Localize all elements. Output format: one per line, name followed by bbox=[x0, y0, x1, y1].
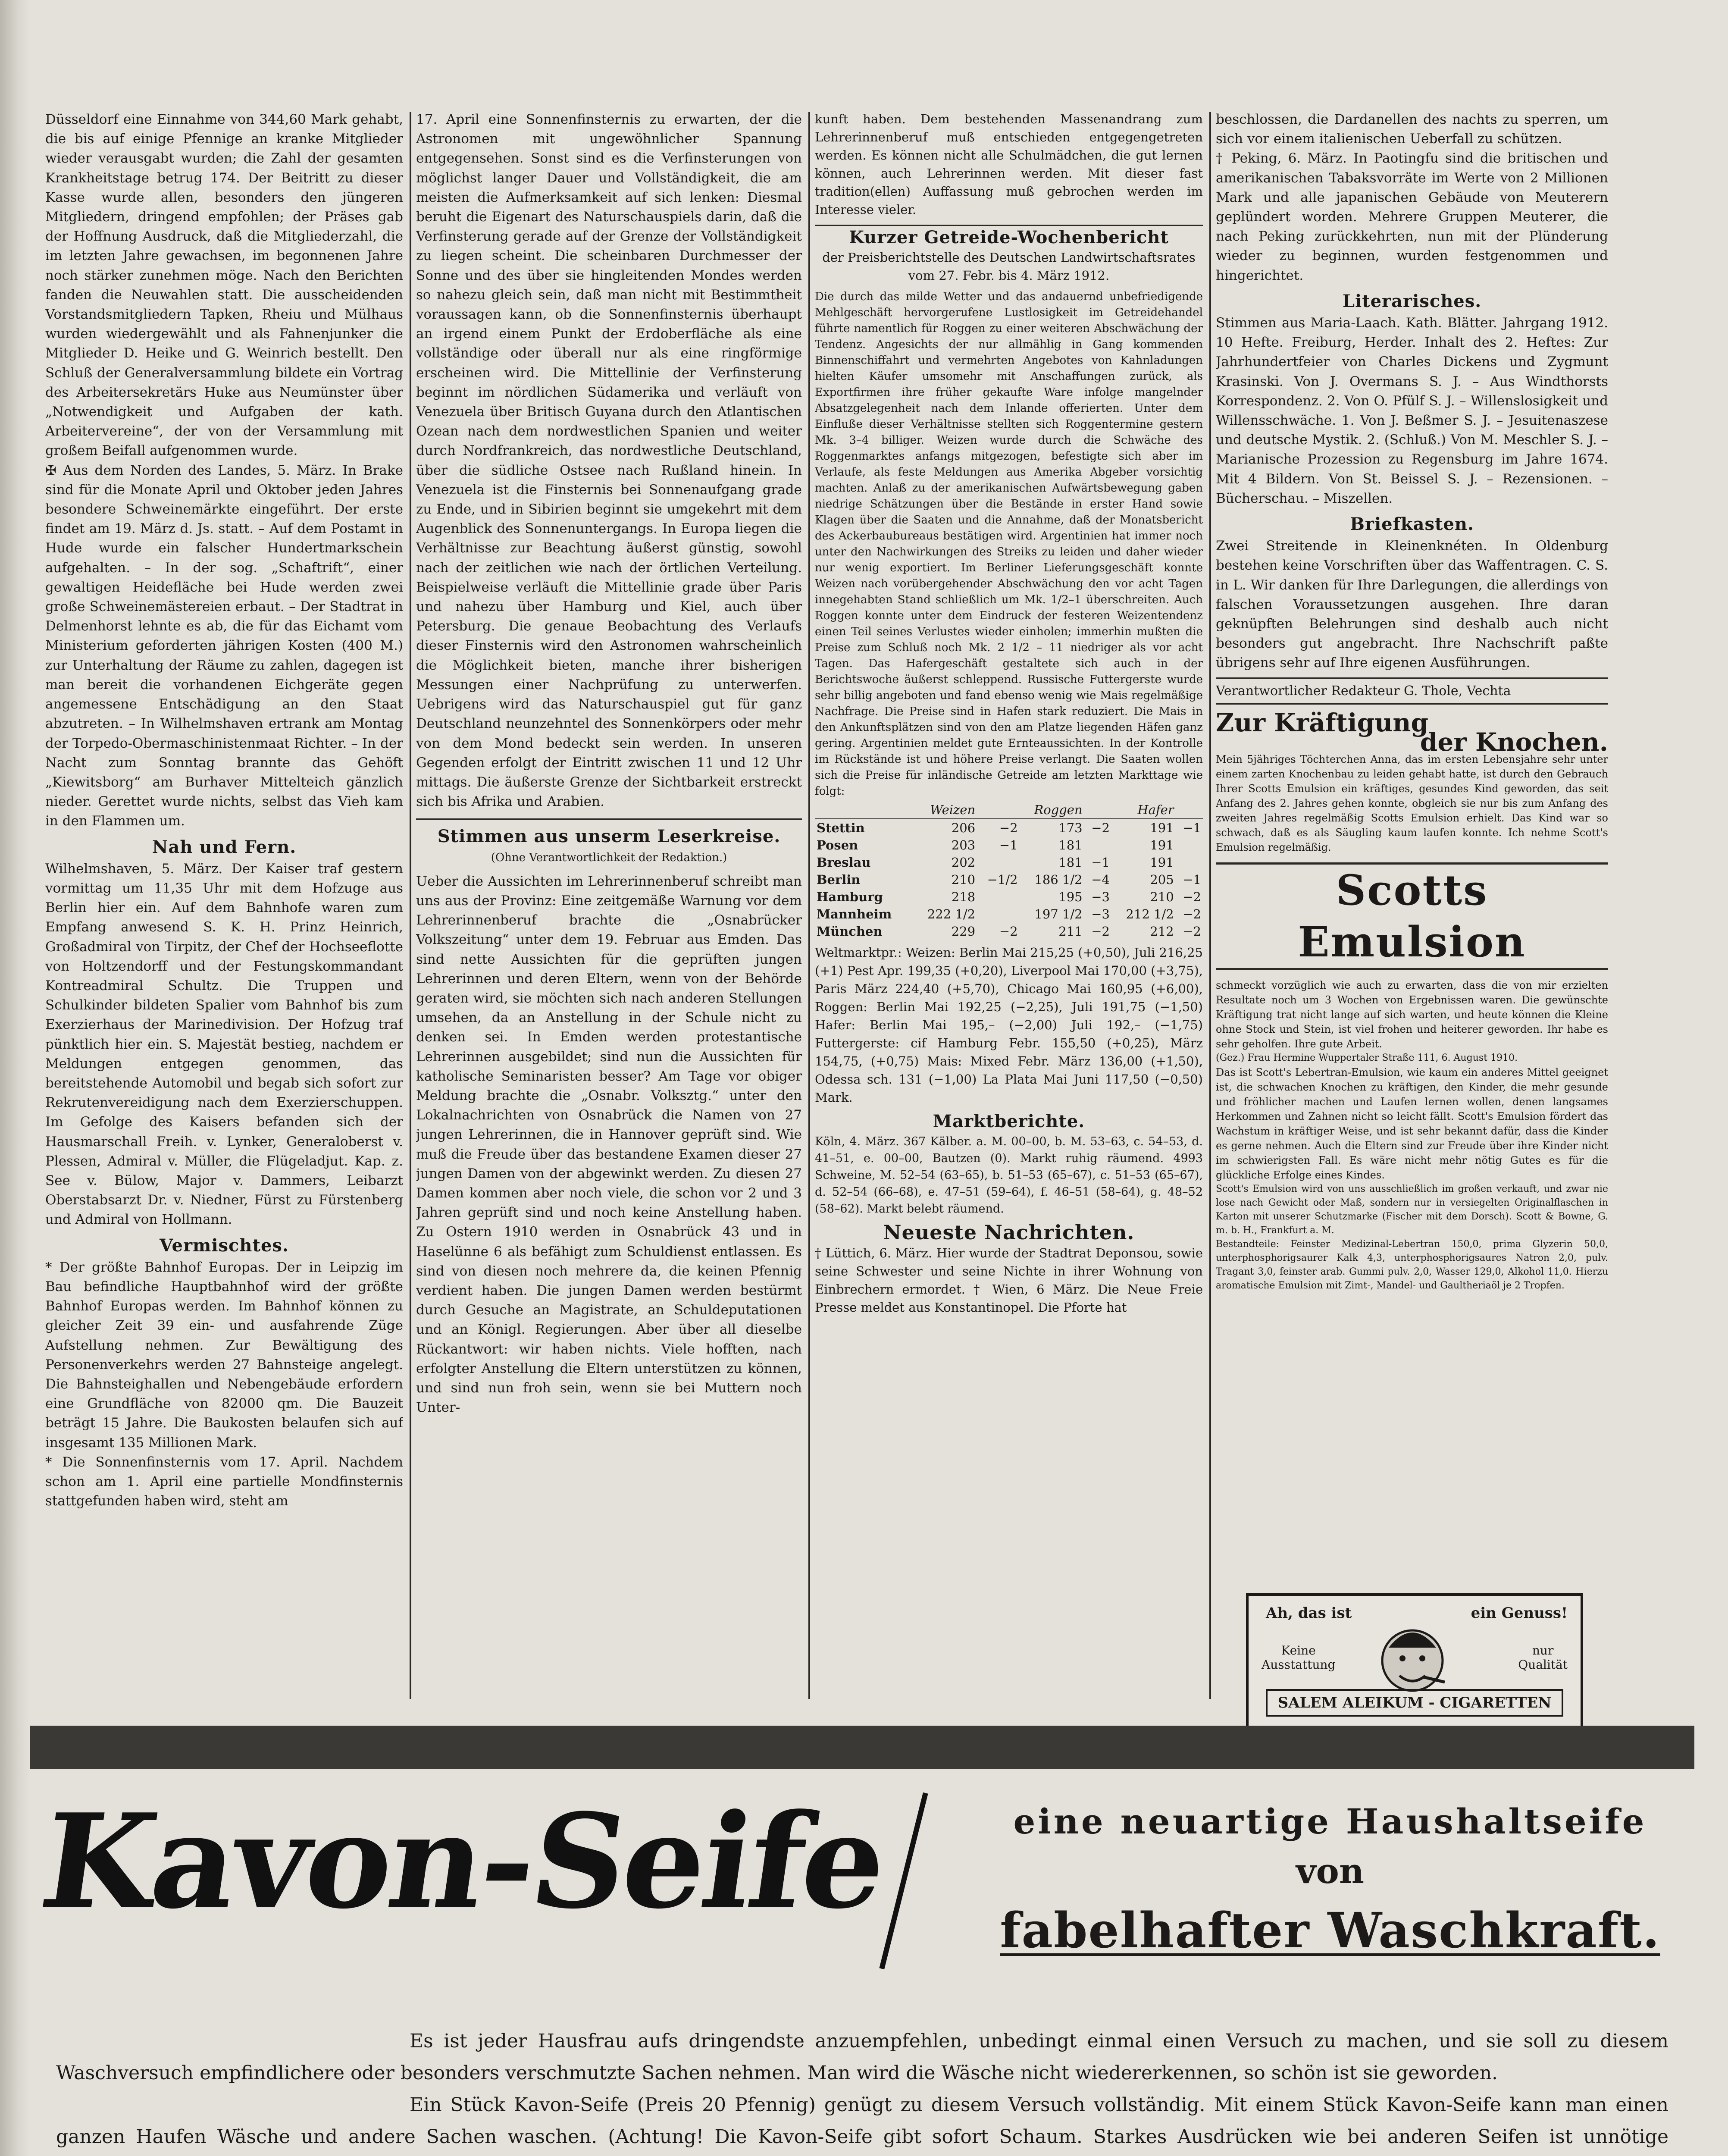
section-heading: Kurzer Getreide-Wochenbericht bbox=[815, 225, 1203, 247]
table-cell: 173 bbox=[1058, 821, 1083, 835]
table-cell: 181 bbox=[1058, 838, 1083, 852]
table-cell: 195 bbox=[1058, 890, 1083, 904]
table-row bbox=[815, 854, 1203, 871]
table-cell bbox=[977, 906, 1020, 923]
salem-brand-bar: SALEM ALEIKUM - CIGARETTEN bbox=[1266, 1689, 1563, 1717]
smoker-face-icon bbox=[1376, 1622, 1449, 1695]
section-subheading: der Preisberichtstelle des Deutschen Landwirtschaftsrates vom 27. Febr. bis 4. März 1912. bbox=[822, 250, 1196, 283]
article-text: Köln, 4. März. 367 Kälber. a. M. 00–00, b. M. 53–63, c. 54–53, d. 41–51, e. 00–00, Bautzen (0). Markt ruhig räumend. 4993 Schweine, M. 52–54 (63–65), b. 51–53 (65–67), c. 51–53 (65–67), d. 52–54 (66–68), e. 47–51 (59–64), f. 46–51 (58–64), g. 48–52 (58–62). Markt belebt räumend. bbox=[815, 1135, 1203, 1216]
table-cell: 229 bbox=[951, 924, 976, 939]
table-cell: −2 bbox=[1091, 821, 1110, 835]
ad-brand: Kavon-Seife bbox=[32, 1785, 894, 1937]
table-cell: −2 bbox=[1183, 907, 1201, 921]
ad-text: schmeckt vorzüglich wie auch zu erwarten, dass die von mir erzielten Resultate noch um 3 Wochen von Ergebnissen waren. Die gewünschte Kräftigung trat nicht lange auf sich warten, und heute können die Kleine ohne Stock und Stein, ist viel frohen und heiterer geworden. Ihr habe es sehr geholfen. Ihre gute Arbeit. bbox=[1216, 979, 1608, 1050]
table-header: Roggen bbox=[1020, 801, 1084, 819]
table-cell: −1 bbox=[1183, 872, 1201, 887]
scott-heading-2: der Knochen. bbox=[1420, 727, 1608, 757]
section-heading: Briefkasten. bbox=[1350, 514, 1474, 535]
article-text: Ueber die Aussichten im Lehrerinnenberuf schreibt man uns aus der Provinz: Eine zeitgemäße Warnung vor dem Lehrerinnenberuf brachte die „Osnabrücker Volkszeitung“ unter dem 19. Februar aus Emden. Das sind nette Aussichten für die geprüften jungen Lehrerinnen und deren Eltern, wenn von der Behörde geraten wird, sie möchten sich nach anderen Stellungen umsehen, da an Anstellung in der Schule nicht zu denken sei. In Emden werden protestantische Lehrerinnen ausgebildet; sind nun die Aussichten für katholische Seminaristen besser? Am Tage vor obiger Meldung brachte die „Osnabr. Volksztg.“ unter den Lokalnachrichten von Osnabrück die Namen von 27 jungen Lehrerinnen, die in Hannover geprüft sind. Wie muß die Freude über das bestandene Examen dieser 27 jungen Damen von der abgewinkt werden. Zu diesen 27 Damen kommen aber noch viele, die schon vor 2 und 3 Jahren geprüft sind und noch keine Anstellung haben. Zu Ostern 1910 werden in Osnabrück 43 und in Haselünne 6 als befähigt zum Schuldienst entlassen. Es sind von diesen noch mehrere da, die keinen Pfennig verdient haben. Die jungen Damen werden bestürmt durch Gesuche an Magistrate, an Schuldeputationen und an Königl. Regierungen. Aber über all dieselbe Rückantwort: wir haben nichts. Viele hofften, nach erfolgter Anstellung die Eltern unterstützen zu können, und sind nun froh sein, wenn sie bei Muttern noch Unter- bbox=[416, 873, 802, 1416]
table-cell: Hamburg bbox=[817, 890, 883, 904]
table-cell: 191 bbox=[1150, 855, 1174, 870]
table-cell: −2 bbox=[1183, 924, 1201, 939]
table-cell: −1 bbox=[1183, 821, 1201, 835]
article-text: ✠ Aus dem Norden des Landes, 5. März. In Brake sind für die Monate April und Oktober jeden Jahres besondere Schweinemärkte eingeführt. Der erste findet am 19. März d. Js. statt. – Auf dem Postamt in Hude wurde ein falscher Hundertmarkschein aufgehalten. – In der sog. „Schaftrift“, einer gewaltigen Heidefläche bei Hude werden zwei große Schweinemästereien erbaut. – Der Stadtrat in Delmenhorst lehnte es ab, die für das Eichamt vom Ministerium geforderten jährigen Kosten (400 M.) zur Unterhaltung der Räume zu zahlen, dagegen ist man bereit die vorhandenen Eichgeräte gegen angemessene Entschädigung an den Staat abzutreten. – In Wilhelmshaven ertrank am Montag der Torpedo-Obermaschinistenmaat Richter. – In der Nacht zum Sonntag brannte das Gehöft „Kiewitsborg“ am Burhaver Mittelteich gänzlich nieder. Gerettet wurde nichts, selbst das Vieh kam in den Flammen um. bbox=[45, 462, 403, 829]
table-cell bbox=[1084, 837, 1111, 854]
section-heading: Nah und Fern. bbox=[152, 837, 297, 857]
table-cell: −1 bbox=[1091, 855, 1110, 870]
table-cell: 222 1/2 bbox=[927, 907, 976, 921]
salem-right-1: nur bbox=[1532, 1643, 1554, 1658]
kavon-seife-ad bbox=[30, 1726, 1694, 2156]
article-text: † Lüttich, 6. März. Hier wurde der Stadtrat Deponsou, sowie seine Schwester und seine Nichte in ihrer Wohnung von Einbrechern ermordet. † Wien, 6 März. Die Neue Freie Presse meldet aus Konstantinopel. Die Pforte hat bbox=[815, 1246, 1203, 1315]
ad-paragraph: Ein Stück Kavon-Seife (Preis 20 Pfennig) genügt zu diesem Versuch vollständig. Mit einem Stück Kavon-Seife kann man einen ganzen Haufen Wäsche und andere Sachen waschen. (Achtung! Die Kavon-Seife gibt sofort Schaum. Starkes Ausdrücken wie bei anderen Seifen ist unnötige bbox=[56, 2094, 1669, 2148]
table-cell: Posen bbox=[817, 838, 858, 852]
table-cell: Mannheim bbox=[817, 907, 892, 921]
section-heading: Literarisches. bbox=[1342, 291, 1482, 311]
section-heading: Marktberichte. bbox=[933, 1111, 1085, 1131]
table-cell: Breslau bbox=[817, 855, 871, 870]
table-row bbox=[815, 888, 1203, 906]
section-subheading: (Ohne Verantwortlichkeit der Redaktion.) bbox=[491, 851, 727, 864]
ad-text: Mein 5jähriges Töchterchen Anna, das im ersten Lebensjahre sehr unter einem zarten Knochenbau zu leiden gehabt hatte, ist durch den Gebrauch Ihrer Scotts Emulsion ein kräftiges, gesundes Kind geworden, das seit Anfang des 2. Jahres gehen konnte, obgleich sie nur bis zum Anfang des zweiten Jahres regelmäßig Scotts Emulsion erhielt. Das Kind war so schwach, daß es als Säugling kaum laufen konnte. Ich nehme Scott's Emulsion regelmäßig. bbox=[1216, 753, 1608, 854]
article-text: Zwei Streitende in Kleinenknéten. In Oldenburg bestehen keine Vorschriften über das Waffentragen. C. S. in L. Wir danken für Ihre Darlegungen, die allerdings von falschen Voraussetzungen ausgehen. Ihre daran geknüpften Belehrungen sind deshalb auch nicht besonders gut angebracht. Ihre Nachschrift paßte übrigens sehr auf Ihre eigenen Ausführungen. bbox=[1216, 538, 1608, 671]
salem-left-2: Ausstattung bbox=[1262, 1658, 1336, 1672]
salem-top-left: Ah, das ist bbox=[1266, 1604, 1352, 1622]
salem-right-2: Qualität bbox=[1518, 1658, 1568, 1672]
column-3 bbox=[815, 110, 1203, 1705]
table-header: Weizen bbox=[913, 801, 977, 819]
article-text: Düsseldorf eine Einnahme von 344,60 Mark gehabt, die bis auf einige Pfennige an kranke Mitglieder wieder verausgabt wurden; die Zahl der gesamten Krankheitstage betrug 174. Der Beitritt zu dieser Kasse wurde allen, besonders den jüngeren Mitgliedern, dringend empfohlen; der Präses gab der Hoffnung Ausdruck, daß die Mitgliederzahl, die im letzten Jahre gewachsen, im begonnenen Jahre noch stärker zunehmen möge. Nach den Berichten fanden die Neuwahlen statt. Die ausscheidenden Vorstandsmitgliedern Tapken, Rheiu und Mülhaus wurden wiedergewählt und als Fahnenjunker die Mitglieder D. Heike und G. Weinrich bestellt. Den Schluß der Generalversammlung bildete ein Vortrag des Arbeitersekretärs Huke aus Neumünster über „Notwendigkeit und Aufgaben der kath. Arbeitervereine“, der von der Versammlung mit großem Beifall aufgenommen wurde. bbox=[45, 112, 403, 459]
table-row bbox=[815, 819, 1203, 837]
table-cell: −2 bbox=[999, 821, 1018, 835]
table-header bbox=[815, 801, 913, 819]
editor-line: Verantwortlicher Redakteur G. Thole, Vechta bbox=[1216, 677, 1608, 705]
table-cell bbox=[1176, 837, 1203, 854]
salem-right bbox=[1518, 1643, 1568, 1672]
price-table bbox=[815, 801, 1203, 940]
salem-left bbox=[1262, 1643, 1335, 1672]
ad-body bbox=[56, 2025, 1669, 2156]
table-cell: 210 bbox=[951, 872, 976, 887]
table-cell: −2 bbox=[1091, 924, 1110, 939]
ad-tagline-2: von bbox=[1296, 1851, 1364, 1891]
table-cell: −1/2 bbox=[987, 872, 1018, 887]
article-text: † Peking, 6. März. In Paotingfu sind die britischen und amerikanischen Tabaksvorräte im Werte von 2 Millionen Mark und alle japanischen Gebäude von Meuterern geplündert worden. Mehrere Gruppen Meuterer, die nach Peking zurückkehrten, nun mit der Plünderung wieder zu beginnen, wurden festgenommen und hingerichtet. bbox=[1216, 150, 1608, 283]
table-cell: 211 bbox=[1058, 924, 1083, 939]
scott-brand: Scotts Emulsion bbox=[1216, 862, 1608, 970]
salem-ad bbox=[1246, 1593, 1583, 1745]
table-cell: 212 bbox=[1150, 924, 1174, 939]
table-cell: 203 bbox=[951, 838, 976, 852]
table-cell: −1 bbox=[999, 838, 1018, 852]
column-rule bbox=[1209, 112, 1211, 1699]
table-cell: −3 bbox=[1091, 907, 1110, 921]
section-heading: Neueste Nachrichten. bbox=[883, 1221, 1135, 1244]
ad-text: Bestandteile: Feinster Medizinal-Lebertran 150,0, prima Glyzerin 50,0, unterphosphorigsaurer Kalk 4,3, unterphosphorigsaures Natron 2,0, pulv. Tragant 3,0, feinster arab. Gummi pulv. 2,0, Wasser 129,0, Alkohol 11,0. Hierzu aromatische Emulsion mit Zimt-, Mandel- und Gaultheriaöl je 2 Tropfen. bbox=[1216, 1239, 1608, 1291]
section-heading: Vermischtes. bbox=[160, 1235, 289, 1256]
table-row bbox=[815, 837, 1203, 854]
column-1 bbox=[45, 110, 403, 1705]
divider bbox=[416, 818, 802, 820]
article-text: 17. April eine Sonnenfinsternis zu erwarten, der die Astronomen mit ungewöhnlicher Spannung entgegensehen. Sonst sind es die Verfinsterungen von möglichst langer Dauer und Vollständigkeit, die am meisten die Aufmerksamkeit auf sich lenken: Diesmal beruht die Eigenart des Naturschauspiels darin, daß die Verfinsterung gerade auf der Grenze der Vollständigkeit zu liegen scheint. Die scheinbaren Durchmesser der Sonne und des über sie hingleitenden Mondes werden so nahezu gleich sein, daß man nicht mit Bestimmtheit voraussagen kann, ob die Sonnenfinsternis überhaupt an irgend einem Punkt der Erdoberfläche als eine vollständige oder überall nur als eine ringförmige erscheinen wird. Die Mittellinie der Verfinsterung beginnt im nördlichen Südamerika und verläuft von Venezuela über Britisch Guyana durch den Atlantischen Ozean nach dem nordwestlichen Spanien und weiter durch Nordfrankreich, das nordwestliche Deutschland, über die südliche Ostsee nach Rußland hinein. In Venezuela ist die Finsternis bei Sonnenaufgang grade zu Ende, und in Sibirien beginnt sie umgekehrt mit dem Augenblick des Sonnenuntergangs. In Europa liegen die Verhältnisse zur Beachtung äußerst günstig, sowohl nach der zeitlichen wie nach der örtlichen Verteilung. Beispielweise verläuft die Mittellinie grade über Paris und nahezu über Hamburg und Kiel, auch über Petersburg. Die genaue Beobachtung des Verlaufs dieser Finsternis wird den Astronomen wahrscheinlich die Möglichkeit bieten, manche ihrer bisherigen Messungen einer Nachprüfung zu unterwerfen. Uebrigens wird das Naturschauspiel gut für ganz Deutschland neunzehntel des Sonnenkörpers oder mehr von dem Mond bedeckt sein werden. In unseren Gegenden erfolgt der Eintritt zwischen 11 und 12 Uhr mittags. Die äußerste Grenze der Sichtbarkeit erstreckt sich bis Afrika und Arabien. bbox=[416, 112, 802, 810]
table-cell: 218 bbox=[951, 890, 976, 904]
table-cell: Berlin bbox=[817, 872, 861, 887]
column-rule bbox=[410, 112, 411, 1699]
table-header bbox=[1176, 801, 1203, 819]
article-text: beschlossen, die Dardanellen des nachts zu sperren, um sich vor einem italienischen Ueberfall zu schützen. bbox=[1216, 112, 1608, 147]
section-heading: Stimmen aus unserm Leserkreise. bbox=[437, 826, 781, 847]
ad-band-top bbox=[30, 1726, 1694, 1769]
table-header: Hafer bbox=[1111, 801, 1176, 819]
table-cell: Stettin bbox=[817, 821, 865, 835]
table-row bbox=[815, 923, 1203, 940]
ad-text: (Gez.) Frau Hermine Wuppertaler Straße 111, 6. August 1910. bbox=[1216, 1053, 1518, 1064]
table-row bbox=[815, 871, 1203, 888]
table-cell: 206 bbox=[951, 821, 976, 835]
ad-paragraph: Es ist jeder Hausfrau aufs dringendste anzuempfehlen, unbedingt einmal einen Versuch zu machen, und sie soll zu diesem Waschversuch empfindlichere oder besonders verschmutzte Sachen nehmen. Man wird die Wäsche nicht wiedererkennen, so schön ist sie geworden. bbox=[56, 2030, 1669, 2084]
table-cell: München bbox=[817, 924, 883, 939]
table-cell: 191 bbox=[1150, 838, 1174, 852]
table-header bbox=[977, 801, 1020, 819]
scott-heading-1: Zur Kräftigung bbox=[1216, 708, 1429, 737]
column-rule bbox=[808, 112, 810, 1699]
article-text: Wilhelmshaven, 5. März. Der Kaiser traf gestern vormittag um 11,35 Uhr mit dem Hofzuge aus Berlin hier ein. Auf dem Bahnhofe waren zum Empfang anwesend S. K. H. Prinz Heinrich, Großadmiral von Tirpitz, der Chef der Hochseeflotte von Holtzendorff und der Festungskommandant Kontreadmiral Schultz. Die Truppen und Schulkinder bildeten Spalier vom Bahnhof bis zum Exerzierhaus der Marinedivision. Der Hofzug traf pünktlich hier ein. S. Majestät bestieg, nachdem er Meldungen entgegen genommen, das bereitstehende Automobil und begab sich sofort zur Rekrutenvereidigung nach dem Exerzierschuppen. Im Gefolge des Kaisers befanden sich der Hausmarschall Freih. v. Lynker, Generaloberst v. Plessen, Admiral v. Müller, die Flügeladjut. Kap. z. See v. Bülow, Major v. Dammers, Leibarzt Oberstabsarzt Dr. v. Niedner, Fürst zu Fürstenberg und Admiral von Hollmann. bbox=[45, 861, 403, 1228]
table-cell: 186 1/2 bbox=[1034, 872, 1083, 887]
table-cell bbox=[977, 854, 1020, 871]
table-cell: −3 bbox=[1091, 890, 1110, 904]
table-header bbox=[1084, 801, 1111, 819]
salem-top-right: ein Genuss! bbox=[1471, 1604, 1568, 1622]
table-cell: 181 bbox=[1058, 855, 1083, 870]
table-cell: 210 bbox=[1150, 890, 1174, 904]
article-text: Stimmen aus Maria-Laach. Kath. Blätter. Jahrgang 1912. 10 Hefte. Freiburg, Herder. Inhalt des 2. Heftes: Zur Jahrhundertfeier von Charles Dickens und Zygmunt Krasinski. Von J. Overmans S. J. – Aus Windthorsts Korrespondenz. 2. Von O. Pfülf S. J. – Willenslosigkeit und Willensschwäche. 1. Von J. Beßmer S. J. – Jesuitenaszese und deutsche Mystik. 2. (Schluß.) Von M. Meschler S. J. – Marianische Prozession zu Regensburg im Jahre 1674. Mit 4 Bildern. Von St. Beissel S. J. – Rezensionen. – Bücherschau. – Miszellen. bbox=[1216, 315, 1608, 506]
column-4 bbox=[1216, 110, 1608, 1589]
ad-tagline-3: fabelhafter Waschkraft. bbox=[1000, 1902, 1660, 1959]
table-cell: 212 1/2 bbox=[1126, 907, 1174, 921]
table-row bbox=[815, 906, 1203, 923]
page-edge bbox=[0, 0, 30, 2156]
article-text: kunft haben. Dem bestehenden Massenandrang zum Lehrerinnenberuf muß entschieden entgegengetreten werden. Es können nicht alle Schulmädchen, die gut lernen können, auch Lehrerinnen werden. Mit dieser fast tradition(ellen) Auffassung muß gebrochen werden im Interesse vieler. bbox=[815, 112, 1203, 217]
table-cell: 205 bbox=[1150, 872, 1174, 887]
table-cell bbox=[1176, 854, 1203, 871]
table-cell: −2 bbox=[1183, 890, 1201, 904]
table-cell bbox=[977, 888, 1020, 906]
article-text: Die durch das milde Wetter und das andauernd unbefriedigende Mehlgeschäft hervorgerufene Lustlosigkeit im Getreidehandel führte namentlich für Roggen zu einer weiteren Abschwächung der Tendenz. Angesichts der nur allmählig in Gang kommenden Binnenschiffahrt und vermehrten Angebotes von Kahnladungen hielten Käufer umsomehr mit Anschaffungen zurück, als Exportfirmen ihre früher gekaufte Ware infolge mangelnder Absatzgelegenheit nach dem Inlande offerierten. Unter dem Einfluße dieser Verhältnisse stellten sich Roggentermine gestern Mk. 3–4 billiger. Weizen wurde durch die Schwäche des Roggenmarktes anfangs mitgezogen, befestigte sich aber im Verlaufe, als feste Meldungen aus Amerika Abgeber vorsichtig machten. Anlaß zu der amerikanischen Aufwärtsbewegung gaben niedrige Schätzungen über die Bestände in erster Hand sowie Klagen über die Saaten und die Annahme, daß der Monatsbericht des Ackerbaubureaus bestätigen wird. Argentinien hat immer noch unter den Nachwirkungen des Streiks zu leiden und daher wieder nur wenig exportiert. Im Berliner Lieferungsgeschäft konnte Weizen nach vorübergehender Abschwächung den vor acht Tagen innegehabten Stand schließlich um Mk. 1/2–1 überschreiten. Auch Roggen konnte unter dem Eindruck der festeren Weizentendenz einen Teil seines Verlustes wieder einholen; immerhin mußten die Preise zum Schluß noch Mk. 2 1/2 – 11 niedriger als vor acht Tagen. Das Hafergeschäft gestaltete sich auch in der Berichtswoche äußerst schleppend. Russische Futtergerste wurde sehr billig angeboten und fand ebenso wenig wie Mais regelmäßige Nachfrage. Die Preise sind in Hafen stark reduziert. Die Mais in den Ankunftsplätzen sind von den am Platze liegenden Häfen ganz gering. Argentinien meldet gute Ernteaussichten. In der Kontrolle im Rückstände ist und höhere Preise verlangt. Die Saaten wollen sich die Preise für inländische Getreide am letzten Markttage wie folgt: bbox=[815, 290, 1203, 798]
salem-left-1: Keine bbox=[1281, 1643, 1316, 1658]
ad-text: Das ist Scott's Lebertran-Emulsion, wie kaum ein anderes Mittel geeignet ist, die schwachen Knochen zu kräftigen, den Kinder, die mehr gesunde und fröhlicher machen und Laufen lernen wollen, denen langsames Herkommen und Zahnen nicht so leicht fällt. Scott's Emulsion fördert das Wachstum in kräftiger Weise, und ist sehr bekannt dafür, dass die Kinder es gerne nehmen. Auch die Eltern sind zur Freude über ihre Kinder nicht im schwierigsten Fall. Es wäre nicht mehr nötig Gutes es für die glückliche Erfolge eines Kindes. bbox=[1216, 1066, 1608, 1181]
article-text: * Der größte Bahnhof Europas. Der in Leipzig im Bau befindliche Hauptbahnhof wird der größte Bahnhof Europas werden. Im Bahnhof können zu gleicher Zeit 39 ein- und ausfahrende Züge Aufstellung nehmen. Zur Bewältigung des Personenverkehrs werden 27 Bahnsteige angelegt. Die Bahnsteighallen und Nebengebäude erfordern eine Grundfläche von 82000 qm. Die Bauzeit beträgt 15 Jahre. Die Baukosten belaufen sich auf insgesamt 135 Millionen Mark. bbox=[45, 1259, 403, 1451]
column-2 bbox=[416, 110, 802, 1705]
table-cell: 202 bbox=[951, 855, 976, 870]
table-cell: −2 bbox=[999, 924, 1018, 939]
table-cell: −4 bbox=[1091, 872, 1110, 887]
article-text: * Die Sonnenfinsternis vom 17. April. Nachdem schon am 1. April eine partielle Mondfinsternis stattgefunden haben wird, steht am bbox=[45, 1454, 403, 1509]
ad-tagline-1: eine neuartige Haushaltseife bbox=[1013, 1801, 1647, 1842]
ad-text: Scott's Emulsion wird von uns ausschließlich im großen verkauft, und zwar nie lose nach Gewicht oder Maß, sondern nur in versiegelten Originalflaschen in Karton mit unserer Schutzmarke (Fischer mit dem Dorsch). Scott & Bowne, G. m. b. H., Frankfurt a. M. bbox=[1216, 1184, 1608, 1236]
article-text: Weltmarktpr.: Weizen: Berlin Mai 215,25 (+0,50), Juli 216,25 (+1) Pest Apr. 199,35 (+0,20), Liverpool Mai 170,00 (+3,75), Paris März 224,40 (+5,70), Chicago Mai 160,95 (+6,00), Roggen: Berlin Mai 192,25 (−2,25), Juli 191,75 (−1,50) Hafer: Berlin Mai 195,– (−2,00) Juli 192,– (−1,75) Futtergerste: cif Hamburg Febr. 155,50 (+0,25), März 154,75, (+0,75) Mais: Mixed Febr. März 136,00 (+1,50), Odessa sch. 131 (−1,00) La Plata Mai Juni 117,50 (−0,50) Mark. bbox=[815, 945, 1203, 1105]
table-cell: 197 1/2 bbox=[1034, 907, 1083, 921]
table-cell: 191 bbox=[1150, 821, 1174, 835]
